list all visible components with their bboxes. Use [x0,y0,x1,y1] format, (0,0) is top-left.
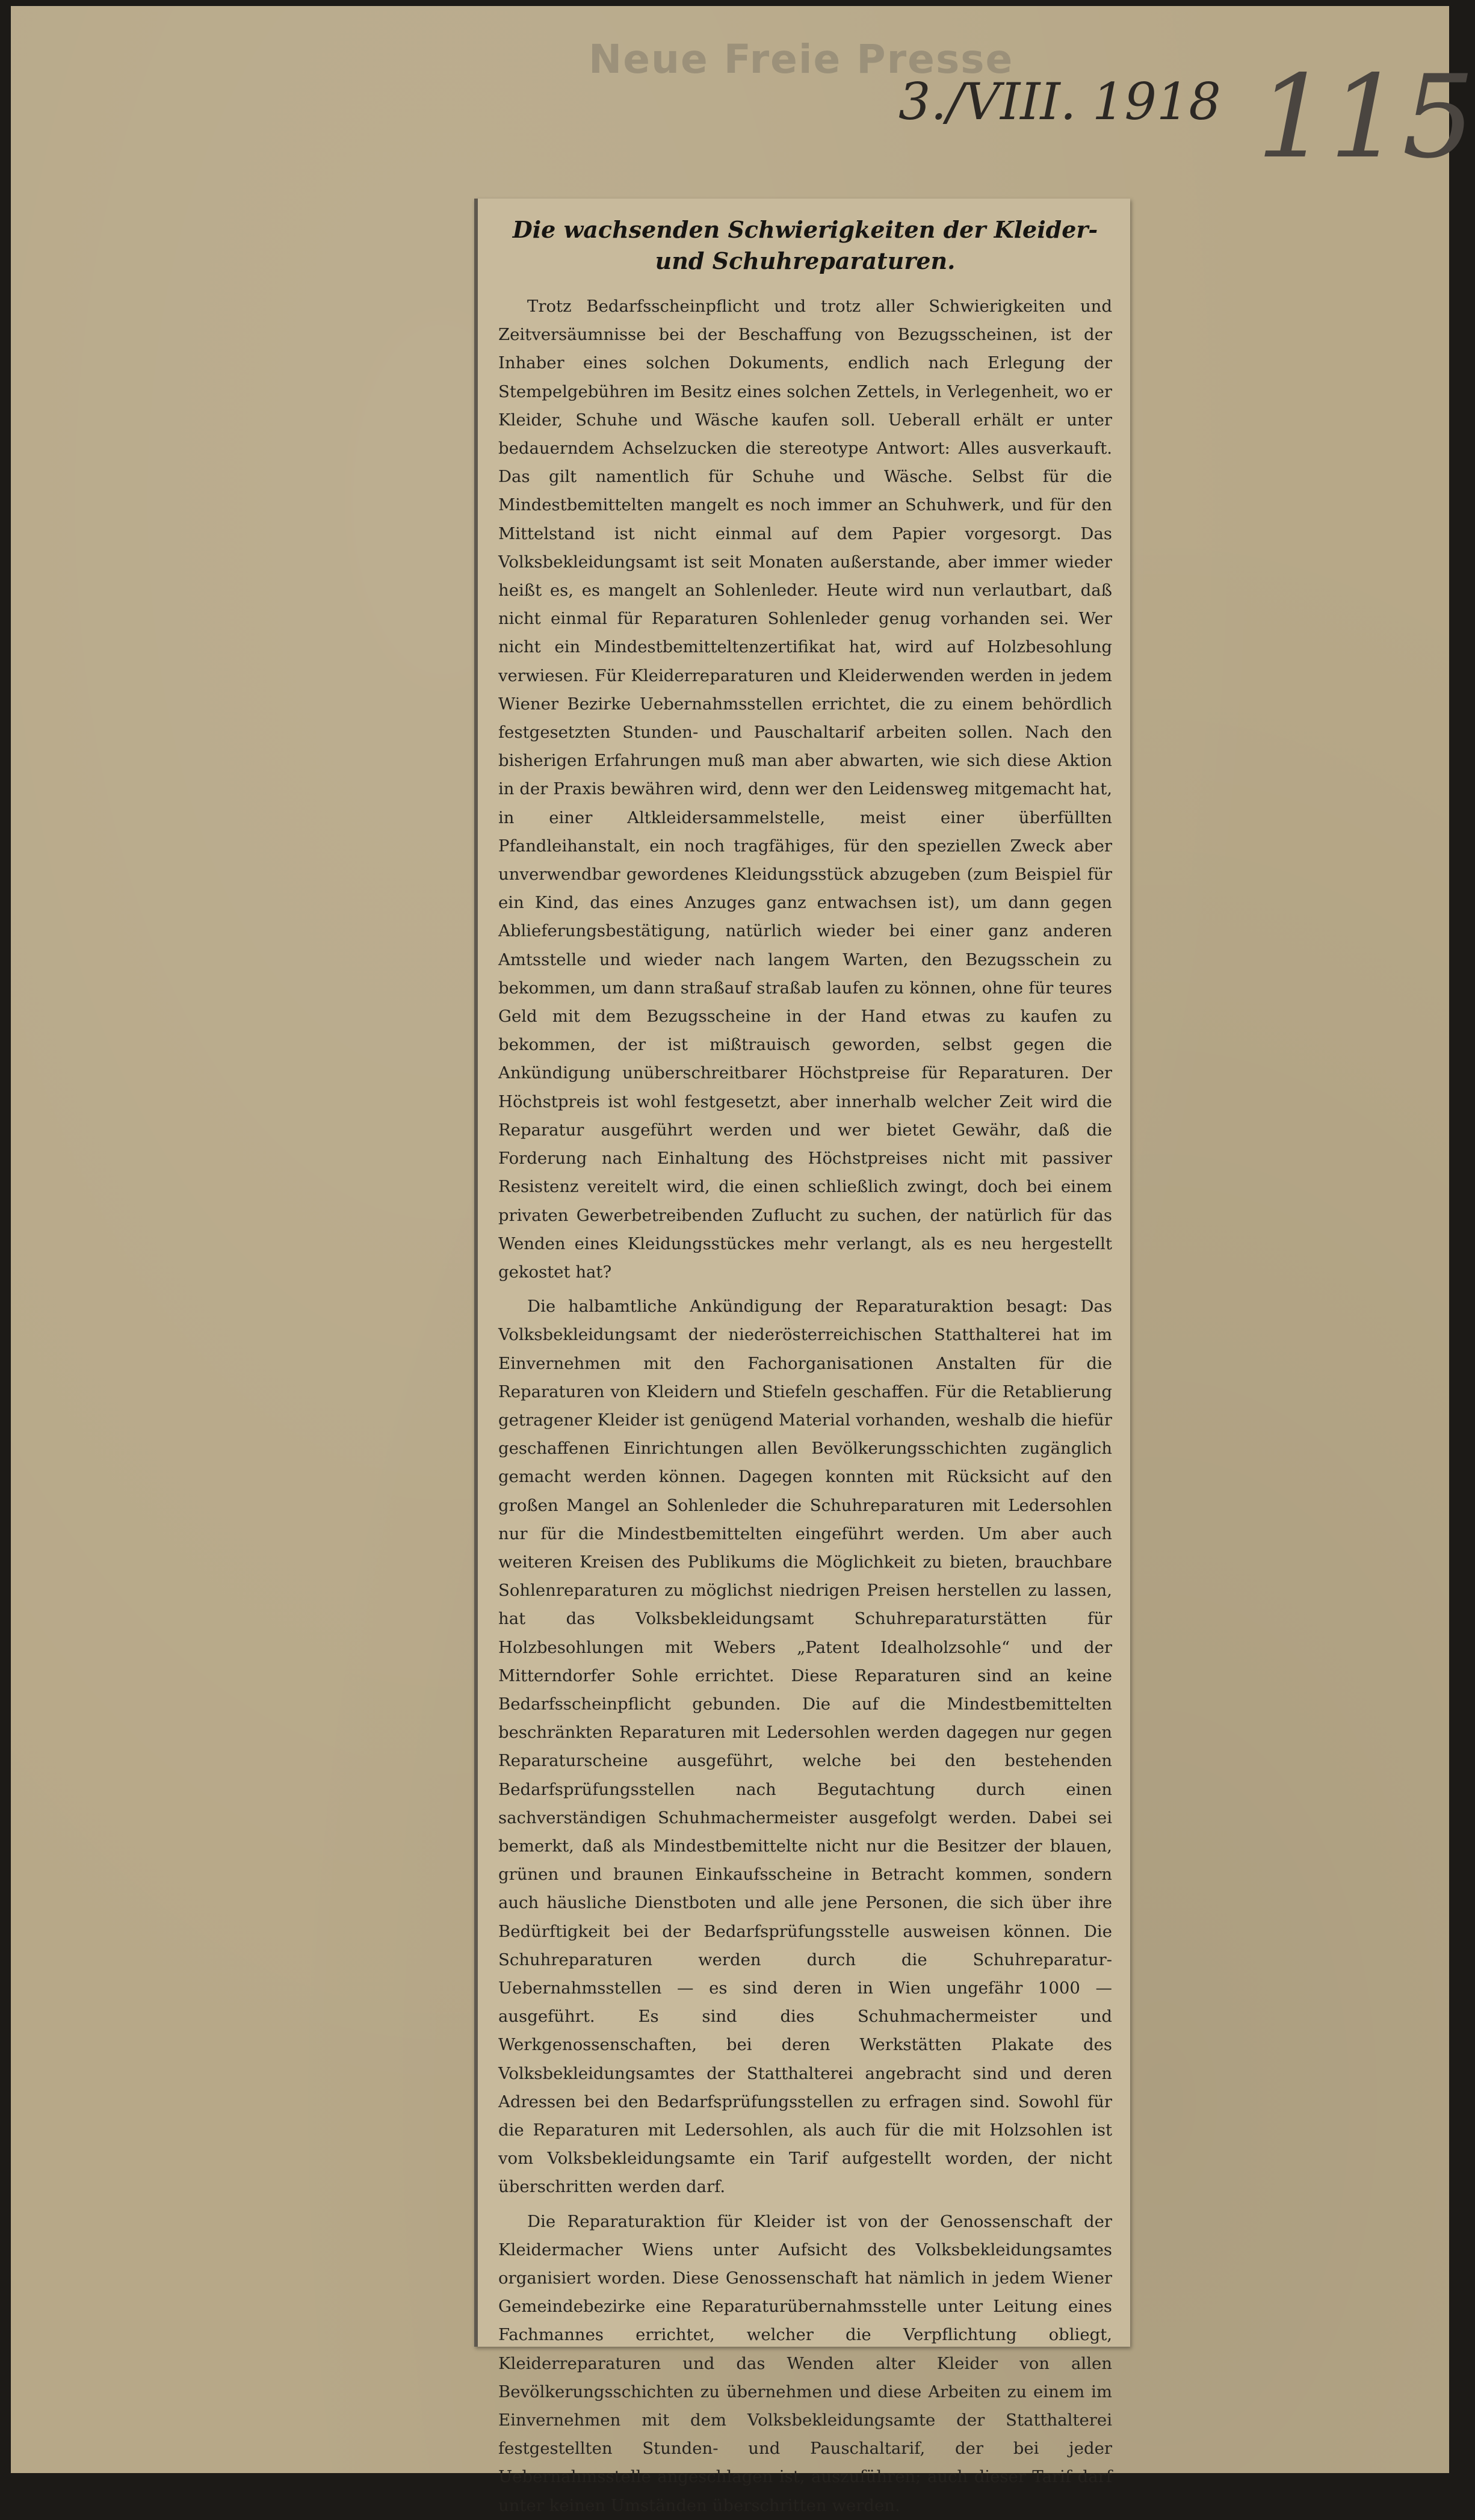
newspaper-clipping [474,199,1130,2515]
article-paragraph-3: Die Reparaturaktion für Kleider ist von der Genossenschaft der Kleidermacher Wiens unter Aufsicht des Volksbekleidungsamtes organisiert worden. Diese Genossenschaft hat nämlich in jedem Wiener Gemeindebezirke eine Reparaturübernahmsstelle unter Leitung eines Fachmannes errichtet, welcher die Verpflichtung obliegt, Kleiderreparaturen und das Wenden alter Kleider von allen Bevölkerungsschichten zu übernehmen und diese Arbeiten zu einem im Einvernehmen mit dem Volksbekleidungsamte der Statthalterei festgestellten Stunden- und Pauschaltarif, der bei jeder Uebernahmsstelle angeschlagen ist, auszuführen; auch dieser Tarif darf unter keinen Umständen überschritten werden. [498,2211,1112,2515]
article-paragraph-2: Die halbamtliche Ankündigung der Reparaturaktion besagt: Das Volksbekleidungsamt der niederösterreichischen Statthalterei hat im Einvernehmen mit den Fachorganisationen Anstalten für die Reparaturen von Kleidern und Stiefeln geschaffen. Für die Retablierung getragener Kleider ist genügend Material vorhanden, weshalb die hiefür geschaffenen Einrichtungen allen Bevölkerungsschichten zugänglich gemacht werden können. Dagegen konnten mit Rücksicht auf den großen Mangel an Sohlenleder die Schuhreparaturen mit Ledersohlen nur für die Mindestbemittelten eingeführt werden. Um aber auch weiteren Kreisen des Publikums die Möglichkeit zu bieten, brauchbare Sohlenreparaturen zu möglichst niedrigen Preisen herstellen zu lassen, hat das Volksbekleidungsamt Schuhreparaturstätten für Holzbesohlungen mit Webers „Patent Idealholzsohle“ und der Mitterndorfer Sohle errichtet. Diese Reparaturen sind an keine Bedarfsscheinpflicht gebunden. Die auf die Mindestbemittelten beschränkten Reparaturen mit Ledersohlen werden dagegen nur gegen Reparaturscheine ausgeführt, welche bei den bestehenden Bedarfsprüfungsstellen nach Begutachtung durch einen sachverständigen Schuhmachermeister ausgefolgt werden. Dabei sei bemerkt, daß als Mindestbemittelte nicht nur die Besitzer der blauen, grünen und braunen Einkaufsscheine in Betracht kommen, sondern auch häusliche Dienstboten und alle jene Personen, die sich über ihre Bedürftigkeit bei der Bedarfsprüfungsstelle ausweisen können. Die Schuhreparaturen werden durch die Schuhreparatur-Uebernahmsstellen — es sind deren in Wien ungefähr 1000 — ausgeführt. Es sind dies Schuhmachermeister und Werkgenossenschaften, bei deren Werkstätten Plakate des Volksbekleidungsamtes der Statthalterei angebracht sind und deren Adressen bei den Bedarfsprüfungsstellen zu erfragen sind. Sowohl für die Reparaturen mit Ledersohlen, als auch für die mit Holzsohlen ist vom Volksbekleidungsamte ein Tarif aufgestellt worden, der nicht überschritten werden darf. [498,1297,1112,2197]
newspaper-stamp: Neue Freie Presse [589,36,1014,82]
article-headline: Die wachsenden Schwierigkeiten der Kleider- und Schuhreparaturen. [512,216,1098,274]
handwritten-date: 3./VIII. 1918 [898,72,1221,131]
archive-number: 115 [1257,51,1475,184]
article-paragraph-1: Trotz Bedarfsscheinpflicht und trotz aller Schwierigkeiten und Zeitversäumnisse bei der Beschaffung von Bezugsscheinen, ist der Inhaber eines solchen Dokuments, endlich nach Erlegung der Stempelgebühren im Besitz eines solchen Zettels, in Verlegenheit, wo er Kleider, Schuhe und Wäsche kaufen soll. Ueberall erhält er unter bedauerndem Achselzucken die stereotype Antwort: Alles ausverkauft. Das gilt namentlich für Schuhe und Wäsche. Selbst für die Mindestbemittelten mangelt es noch immer an Schuhwerk, und für den Mittelstand ist nicht einmal auf dem Papier vorgesorgt. Das Volksbekleidungsamt ist seit Monaten außerstande, aber immer wieder heißt es, es mangelt an Sohlenleder. Heute wird nun verlautbart, daß nicht einmal für Reparaturen Sohlenleder genug vorhanden sei. Wer nicht ein Mindestbemitteltenzertifikat hat, wird auf Holzbesohlung verwiesen. Für Kleiderreparaturen und Kleiderwenden werden in jedem Wiener Bezirke Uebernahmsstellen errichtet, die zu einem behördlich festgesetzten Stunden- und Pauschaltarif arbeiten sollen. Nach den bisherigen Erfahrungen muß man aber abwarten, wie sich diese Aktion in der Praxis bewähren wird, denn wer den Leidensweg mitgemacht hat, in einer Altkleidersammelstelle, meist einer überfüllten Pfandleihanstalt, ein noch tragfähiges, für den speziellen Zweck aber unverwendbar gewordenes Kleidungsstück abzugeben (zum Beispiel für ein Kind, das eines Anzuges ganz entwachsen ist), um dann gegen Ablieferungsbestätigung, natürlich wieder bei einer ganz anderen Amtsstelle und wieder nach langem Warten, den Bezugsschein zu bekommen, um dann straßauf straßab laufen zu können, ohne für teures Geld mit dem Bezugsscheine in der Hand etwas zu kaufen zu bekommen, der ist mißtrauisch geworden, selbst gegen die Ankündigung unüberschreitbarer Höchstpreise für Reparaturen. Der Höchstpreis ist wohl festgesetzt, aber innerhalb welcher Zeit wird die Reparatur ausgeführt werden und wer bietet Gewähr, daß die Forderung nach Einhaltung des Höchstpreises nicht mit passiver Resistenz vereitelt wird, die einen schließlich zwingt, doch bei einem privaten Gewerbetreibenden Zuflucht zu suchen, der natürlich für das Wenden eines Kleidungsstückes mehr verlangt, als es neu hergestellt gekostet hat? [498,297,1112,1282]
archive-sheet [11,6,1475,2515]
